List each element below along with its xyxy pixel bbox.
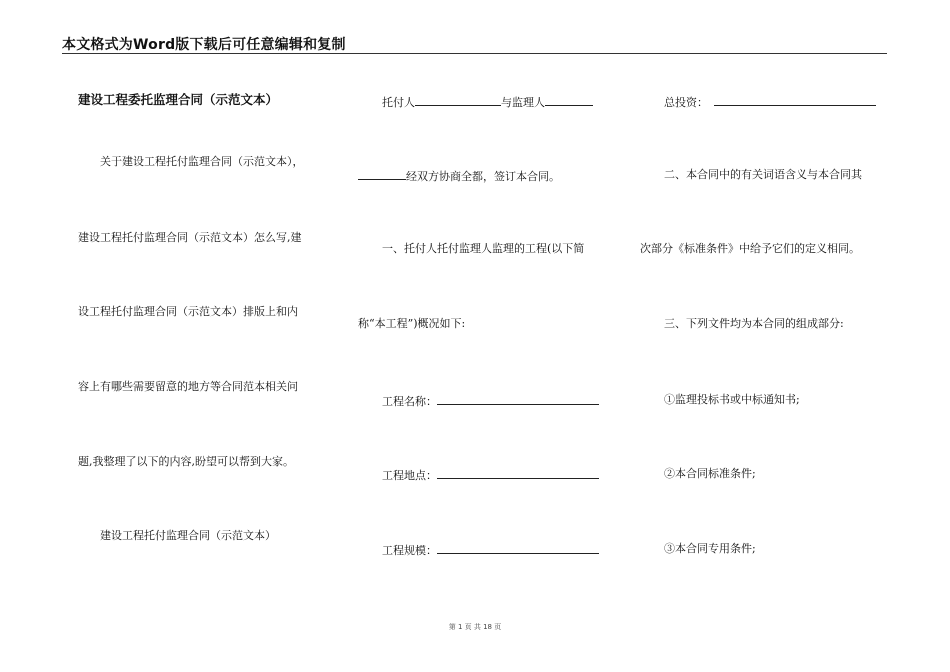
total-investment-label: 总投资： — [664, 96, 708, 109]
document-item-3: ③本合同专用条件; — [664, 542, 756, 555]
page-footer: 第 1 页 共 18 页 — [448, 623, 502, 631]
parties-line — [382, 94, 593, 110]
document-item-1: ①监理投标书或中标通知书; — [664, 393, 800, 406]
project-scale-label: 工程规模： — [382, 544, 437, 557]
agreement-text: 经双方协商全都，签订本合同。 — [406, 170, 560, 183]
intro-line-1: 关于建设工程托付监理合同（示范文本）， — [100, 155, 304, 168]
project-scale-blank — [437, 542, 599, 554]
clause-1-line-2: 称“本工程”)概况如下: — [358, 317, 466, 330]
supervisor-label: 与监理人 — [501, 96, 545, 109]
project-location-line — [382, 467, 599, 483]
project-location-label: 工程地点： — [382, 469, 437, 482]
supervisor-blank — [545, 94, 593, 106]
total-investment-line — [664, 94, 876, 110]
clause-3-line: 三、下列文件均为本合同的组成部分: — [664, 317, 844, 330]
clause-1-line-1: 一、托付人托付监理人监理的工程(以下简 — [382, 242, 585, 255]
document-title: 建设工程委托监理合同（示范文本） — [78, 92, 279, 107]
document-header-title: 本文格式为Word版下载后可任意编辑和复制 — [62, 37, 346, 53]
clause-2-line-1: 二、本合同中的有关词语含义与本合同其 — [664, 168, 862, 181]
project-scale-line — [382, 542, 599, 558]
total-investment-blank — [714, 94, 876, 106]
intro-line-2: 建设工程托付监理合同（示范文本）怎么写,建 — [78, 231, 302, 244]
project-name-blank — [437, 393, 599, 405]
intro-line-4: 容上有哪些需要留意的地方等合同范本相关问 — [78, 380, 298, 393]
document-item-2: ②本合同标准条件; — [664, 467, 756, 480]
contract-subtitle: 建设工程托付监理合同（示范文本） — [100, 529, 276, 542]
intro-line-3: 设工程托付监理合同（示范文本）排版上和内 — [78, 305, 298, 318]
intro-line-5: 题,我整理了以下的内容,盼望可以帮到大家。 — [78, 455, 294, 468]
project-location-blank — [437, 467, 599, 479]
project-name-label: 工程名称： — [382, 395, 437, 408]
agreement-blank — [358, 168, 406, 180]
agreement-line — [358, 168, 560, 184]
header-divider — [62, 53, 887, 54]
project-name-line — [382, 393, 599, 409]
principal-blank — [415, 94, 501, 106]
clause-2-line-2: 次部分《标准条件》中给予它们的定义相同。 — [640, 242, 860, 255]
principal-label: 托付人 — [382, 96, 415, 109]
